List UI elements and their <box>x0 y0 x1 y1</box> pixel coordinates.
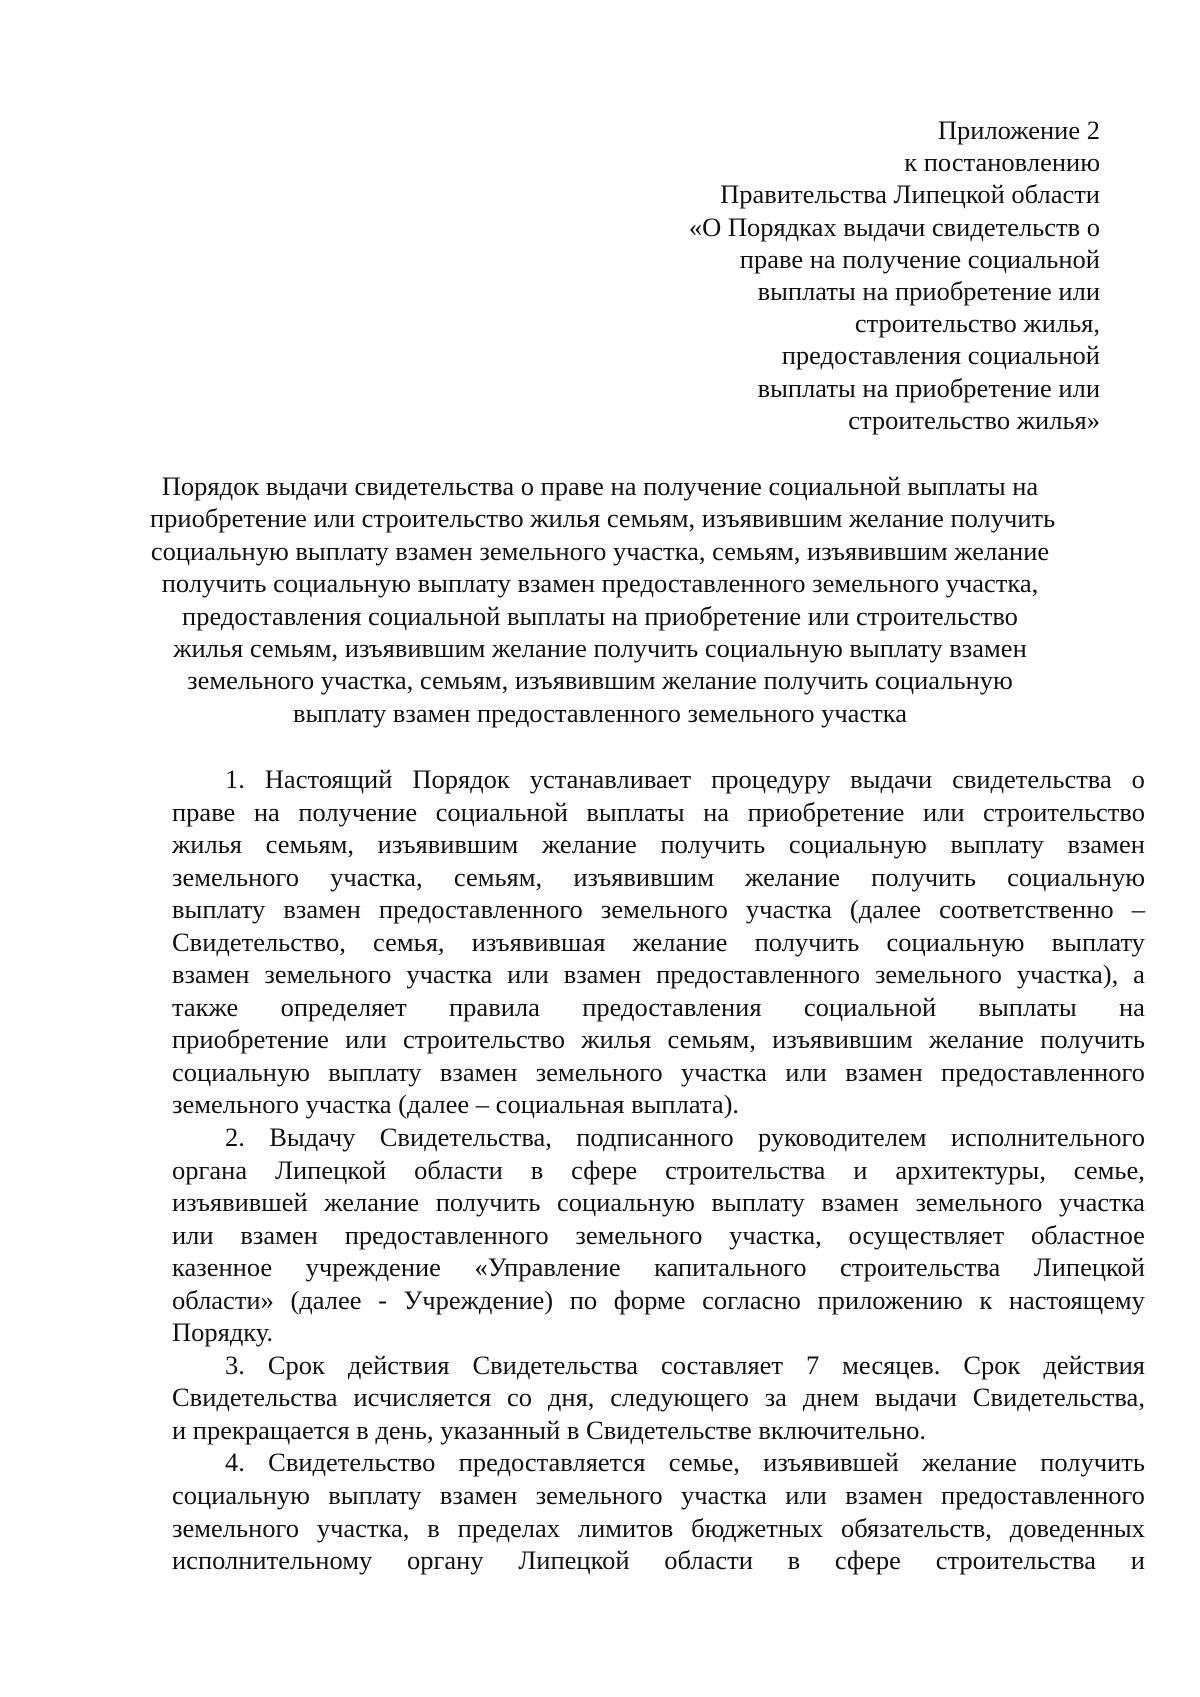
word: исполнительного <box>950 1122 1145 1153</box>
word: взамен <box>563 959 642 990</box>
word: участка <box>406 959 493 990</box>
word: строительства <box>665 1154 826 1185</box>
word: социальной <box>435 796 568 827</box>
word: строительство <box>983 796 1145 827</box>
title-line: жилья семьям, изъявившим желание получить социальную выплату взамен <box>173 633 1027 664</box>
body-line <box>172 861 1145 894</box>
word: области <box>414 1154 503 1185</box>
word: - <box>378 1284 387 1315</box>
body-line <box>172 1023 1145 1056</box>
word: или <box>785 1480 827 1511</box>
word: о <box>1131 764 1145 794</box>
appendix-line: Приложение 2 <box>937 115 1100 145</box>
word: предоставленного <box>941 1056 1145 1087</box>
word: семья, <box>373 926 445 957</box>
word: социальную <box>172 1056 310 1087</box>
body-line <box>172 1186 1145 1219</box>
body-line <box>172 1544 1145 1577</box>
appendix-line: праве на получение социальной <box>739 243 1100 274</box>
word: приобретение <box>747 796 905 827</box>
body-line <box>172 1381 1145 1414</box>
word: желание <box>929 1024 1024 1055</box>
word: социальную <box>172 1480 310 1511</box>
word: Срок <box>267 1349 325 1380</box>
word: строительство <box>403 1024 565 1055</box>
word: жилья <box>581 1024 652 1055</box>
word: капитального <box>654 1252 807 1283</box>
word: изъявившей <box>172 1187 308 1218</box>
word: земельного <box>172 1512 299 1543</box>
word: казенное <box>172 1252 273 1283</box>
word: на <box>253 796 280 827</box>
word: взамен <box>1067 829 1145 860</box>
word: областное <box>1031 1219 1145 1250</box>
word: процедуру <box>711 764 831 794</box>
word: земельного <box>172 861 299 892</box>
word: 2. <box>225 1122 245 1153</box>
word: земельного <box>264 959 392 990</box>
body-line <box>172 1284 1145 1317</box>
word: днем <box>802 1382 860 1413</box>
word: Выдачу <box>269 1122 356 1153</box>
body-line <box>172 1349 1145 1382</box>
word: участка <box>1059 1187 1145 1218</box>
word: Свидетельство, <box>172 926 346 957</box>
word: предоставленного <box>344 1219 549 1250</box>
word: предоставленного <box>378 894 583 925</box>
body-line <box>172 1121 1145 1154</box>
word: приобретение <box>172 1024 329 1055</box>
word: получение <box>298 796 418 827</box>
word: Порядок <box>412 764 510 794</box>
word: семьям, <box>265 829 354 860</box>
appendix-line: строительство жилья» <box>848 404 1100 435</box>
appendix-line: выплаты на приобретение или <box>757 372 1100 403</box>
title-line: предоставления социальной выплаты на приобретение или строительство <box>182 600 1018 631</box>
word: в <box>787 1545 801 1576</box>
word: действия <box>347 1349 450 1380</box>
body-line <box>172 1446 1145 1479</box>
word: жилья <box>172 829 242 860</box>
word: выплаты <box>978 991 1077 1022</box>
word: Свидетельства <box>172 1382 338 1413</box>
word: на <box>703 796 730 827</box>
body-line <box>172 1512 1145 1545</box>
word: выплату <box>328 1480 422 1511</box>
paragraph-4 <box>172 1446 1145 1576</box>
word: органа <box>172 1154 248 1185</box>
word: органу <box>406 1545 484 1576</box>
word: социальную <box>557 1187 695 1218</box>
appendix-line: выплаты на приобретение или <box>757 276 1100 307</box>
word: желание <box>745 861 840 892</box>
word: участка, <box>330 861 423 892</box>
word: приложению <box>817 1284 963 1315</box>
word: области» <box>172 1284 274 1315</box>
word: составляет <box>660 1349 783 1380</box>
body-line <box>172 1479 1145 1512</box>
word: или <box>507 959 549 990</box>
word: взамен <box>845 1480 923 1511</box>
word: (далее <box>849 894 921 925</box>
body-line: земельного участка (далее – социальная выплата). <box>172 1089 740 1120</box>
appendix-line: «О Порядках выдачи свидетельств о <box>688 211 1100 242</box>
word: 7 <box>805 1349 820 1380</box>
word: Липецкой <box>275 1154 387 1185</box>
word: согласно <box>702 1284 801 1315</box>
word: – <box>1131 894 1145 925</box>
word: подписанного <box>576 1122 734 1153</box>
body-line <box>172 1219 1145 1252</box>
body-line <box>172 958 1145 991</box>
word: Свидетельства <box>472 1349 638 1380</box>
word: выплату <box>711 1187 805 1218</box>
word: на <box>1118 991 1145 1022</box>
word: или <box>345 1024 387 1055</box>
word: доведенных <box>1009 1512 1145 1543</box>
word: предоставляется <box>458 1447 646 1478</box>
word: участка), <box>1016 959 1119 990</box>
word: социальную <box>886 926 1025 957</box>
word: земельного <box>535 1480 663 1511</box>
word: социальную <box>1007 861 1145 892</box>
title-line: выплату взамен предоставленного земельного участка <box>292 697 907 728</box>
word: получить <box>660 829 766 860</box>
word: участка <box>681 1480 767 1511</box>
word: 4. <box>225 1447 245 1478</box>
word: изъявившая <box>471 926 606 957</box>
word: выплату <box>172 894 266 925</box>
word: Учреждение) <box>403 1284 554 1315</box>
body-line: и прекращается в день, указанный в Свидетельстве включительно. <box>172 1414 926 1445</box>
word: учреждение <box>305 1252 441 1283</box>
word: праве <box>172 796 236 827</box>
body-line <box>172 1154 1145 1187</box>
word: лимитов <box>577 1512 674 1543</box>
word: взамен <box>172 959 250 990</box>
title-line: социальную выплату взамен земельного участка, семьям, изъявившим желание <box>150 535 1050 566</box>
word: свидетельства <box>952 764 1112 794</box>
word: строительства <box>935 1545 1096 1576</box>
word: исчисляется <box>353 1382 492 1413</box>
word: взамен <box>821 1187 899 1218</box>
word: Свидетельство <box>268 1447 436 1478</box>
word: получить <box>1040 1447 1145 1478</box>
word: «Управление <box>474 1252 621 1283</box>
appendix-line: строительство жилья, <box>854 308 1100 339</box>
paragraph-3 <box>172 1349 1145 1447</box>
word: или <box>785 1056 827 1087</box>
word: сфере <box>571 1154 638 1185</box>
body-line: Порядку. <box>172 1317 274 1348</box>
document-title <box>150 470 1056 729</box>
word: настоящему <box>1008 1284 1145 1315</box>
word: пределах <box>457 1512 560 1543</box>
word: земельного <box>874 959 1002 990</box>
word: и <box>853 1154 868 1185</box>
appendix-line: предоставления социальной <box>781 340 1100 371</box>
word: или <box>922 796 965 827</box>
title-line: Порядок выдачи свидетельства о праве на получение социальной выплаты на <box>161 471 1039 501</box>
word: предоставленного <box>656 959 860 990</box>
appendix-line: к постановлению <box>904 147 1100 178</box>
word: а <box>1133 959 1145 990</box>
body-line <box>172 1251 1145 1284</box>
word: области <box>664 1545 753 1576</box>
word: правила <box>449 991 540 1022</box>
word: осуществляет <box>848 1219 1005 1250</box>
word: взамен <box>439 1480 518 1511</box>
word: руководителем <box>757 1122 927 1153</box>
word: земельного <box>600 894 728 925</box>
word: Свидетельства, <box>379 1122 552 1153</box>
word: получить <box>871 861 976 892</box>
word: следующего <box>610 1382 749 1413</box>
body-line <box>172 893 1145 926</box>
word: выплату <box>950 829 1044 860</box>
word: 1. <box>225 764 245 794</box>
word: земельного <box>535 1056 663 1087</box>
word: месяцев. <box>842 1349 941 1380</box>
word: участка <box>745 894 832 925</box>
word: Липецкой <box>518 1545 630 1576</box>
word: Липецкой <box>1033 1252 1145 1283</box>
body-line <box>172 796 1145 829</box>
title-line: приобретение или строительство жилья семьям, изъявившим желание получить <box>150 503 1056 534</box>
word: получить <box>1040 1024 1145 1055</box>
word: семье, <box>1073 1154 1145 1185</box>
word: устанавливает <box>529 764 692 794</box>
word: предоставленного <box>941 1480 1145 1511</box>
appendix-header <box>580 114 1100 436</box>
word: строительства <box>839 1252 1001 1283</box>
word: 3. <box>225 1349 245 1380</box>
word: за <box>764 1382 787 1413</box>
word: выплаты <box>586 796 685 827</box>
title-line: земельного участка, семьям, изъявившим желание получить социальную <box>187 665 1013 696</box>
word: изъявившим <box>772 1024 913 1055</box>
word: или <box>172 1219 214 1250</box>
word: социальной <box>803 991 937 1022</box>
word: желание <box>324 1187 420 1218</box>
word: предоставления <box>582 991 762 1022</box>
word: соответственно <box>939 894 1114 925</box>
word: участка, <box>316 1512 410 1543</box>
document-body <box>172 763 1145 1577</box>
word: выплату <box>1051 926 1145 957</box>
word: исполнительному <box>172 1545 373 1576</box>
word: желание <box>922 1447 1017 1478</box>
word: изъявившим <box>573 861 714 892</box>
appendix-line: Правительства Липецкой области <box>720 179 1100 210</box>
word: желание <box>632 926 728 957</box>
word: взамен <box>439 1056 518 1087</box>
body-line <box>172 1056 1145 1089</box>
body-line <box>172 926 1145 959</box>
word: бюджетных <box>691 1512 824 1543</box>
word: участка, <box>729 1219 822 1250</box>
word: выдачи <box>874 1382 957 1413</box>
word: получить <box>754 926 860 957</box>
word: (далее <box>290 1284 362 1315</box>
title-line: получить социальную выплату взамен предоставленного земельного участка, <box>161 568 1039 599</box>
word: Срок <box>963 1349 1021 1380</box>
word: архитектуры, <box>895 1154 1046 1185</box>
word: изъявившей <box>763 1447 899 1478</box>
word: Настоящий <box>264 764 393 794</box>
paragraph-2 <box>172 1121 1145 1349</box>
word: форме <box>613 1284 686 1315</box>
body-line <box>172 763 1145 796</box>
word: определяет <box>280 991 407 1022</box>
word: изъявившим <box>377 829 519 860</box>
word: желание <box>541 829 637 860</box>
word: в <box>427 1512 440 1543</box>
word: и <box>1130 1545 1145 1576</box>
word: взамен <box>283 894 361 925</box>
word: Свидетельства, <box>972 1382 1145 1413</box>
word: семье, <box>668 1447 740 1478</box>
word: также <box>172 991 239 1022</box>
paragraph-1 <box>172 763 1145 1121</box>
word: дня, <box>547 1382 595 1413</box>
body-line <box>172 828 1145 861</box>
word: земельного <box>575 1219 703 1250</box>
word: взамен <box>240 1219 318 1250</box>
word: выдачи <box>850 764 933 794</box>
word: по <box>569 1284 598 1315</box>
word: земельного <box>915 1187 1043 1218</box>
word: семьям, <box>667 1024 756 1055</box>
word: получить <box>435 1187 541 1218</box>
word: семьям, <box>453 861 543 892</box>
word: участка <box>681 1056 767 1087</box>
body-line <box>172 991 1145 1024</box>
word: взамен <box>845 1056 923 1087</box>
word: сфере <box>834 1545 901 1576</box>
word: к <box>979 1284 993 1315</box>
word: обязательств, <box>840 1512 992 1543</box>
word: действия <box>1043 1349 1145 1380</box>
word: в <box>530 1154 544 1185</box>
word: со <box>507 1382 533 1413</box>
word: социальную <box>788 829 927 860</box>
word: выплату <box>328 1056 422 1087</box>
